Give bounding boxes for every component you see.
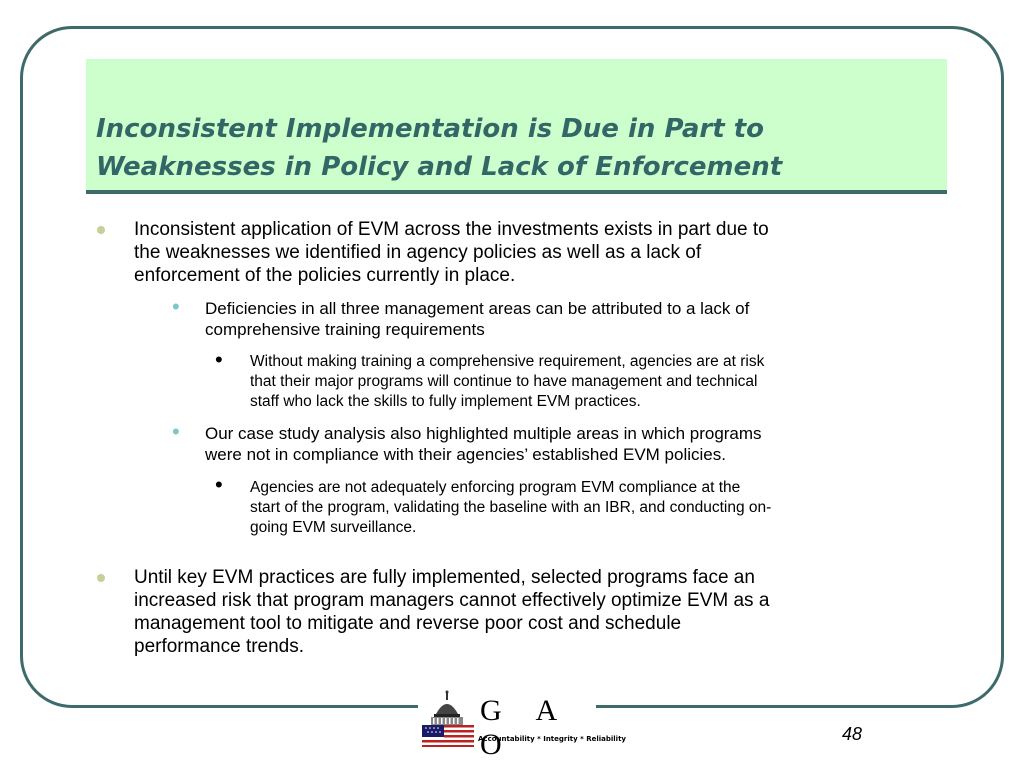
text-line: performance trends. <box>134 636 305 657</box>
text-line: were not in compliance with their agencies’ established EVM policies. <box>205 445 726 464</box>
text-line: Inconsistent application of EVM across the investments exists in part due to <box>134 219 769 240</box>
text-line: Deficiencies in all three management areas can be attributed to a lack of <box>205 299 750 318</box>
gao-tagline: Accountability * Integrity * Reliability <box>478 735 626 743</box>
bullet-1-1-text <box>205 298 925 340</box>
capitol-dome-icon <box>418 690 478 752</box>
bullet-2-text <box>134 566 924 658</box>
bullet-1-text <box>134 218 924 287</box>
text-line: start of the program, validating the baseline with an IBR, and conducting on- <box>250 499 772 516</box>
text-line: enforcement of the policies currently in place. <box>134 265 516 286</box>
text-line: Until key EVM practices are fully implemented, selected programs face an <box>134 567 755 588</box>
text-line: Our case study analysis also highlighted multiple areas in which programs <box>205 424 762 443</box>
text-line: staff who lack the skills to fully implement EVM practices. <box>250 393 641 410</box>
text-line: the weaknesses we identified in agency policies as well as a lack of <box>134 242 702 263</box>
bullet-level3-icon: • <box>215 472 223 497</box>
bullet-level3-icon: • <box>215 347 223 372</box>
bullet-level2-icon: • <box>172 419 180 444</box>
bullet-level1-icon <box>97 226 105 234</box>
page-number: 48 <box>842 724 863 744</box>
text-line: management tool to mitigate and reverse poor cost and schedule <box>134 613 682 634</box>
bullet-level1-icon <box>97 574 105 582</box>
bullet-1-2-1-text <box>250 478 930 538</box>
title-line-2: Weaknesses in Policy and Lack of Enforcement <box>96 152 783 182</box>
bullet-level2-icon: • <box>172 294 180 319</box>
title-divider <box>86 190 947 194</box>
text-line: Agencies are not adequately enforcing program EVM compliance at the <box>250 479 741 496</box>
gao-logo <box>418 690 626 761</box>
text-line: comprehensive training requirements <box>205 320 485 339</box>
bullet-1-1-1-text <box>250 352 930 412</box>
text-line: that their major programs will continue to have management and technical <box>250 373 758 390</box>
text-line: Without making training a comprehensive requirement, agencies are at risk <box>250 353 765 370</box>
gao-letters: G A O <box>480 694 570 761</box>
text-line: increased risk that program managers cannot effectively optimize EVM as a <box>134 590 770 611</box>
text-line: going EVM surveillance. <box>250 519 417 536</box>
title-line-1: Inconsistent Implementation is Due in Part to <box>96 114 765 144</box>
slide-title <box>96 110 946 186</box>
bullet-1-2-text <box>205 423 925 465</box>
